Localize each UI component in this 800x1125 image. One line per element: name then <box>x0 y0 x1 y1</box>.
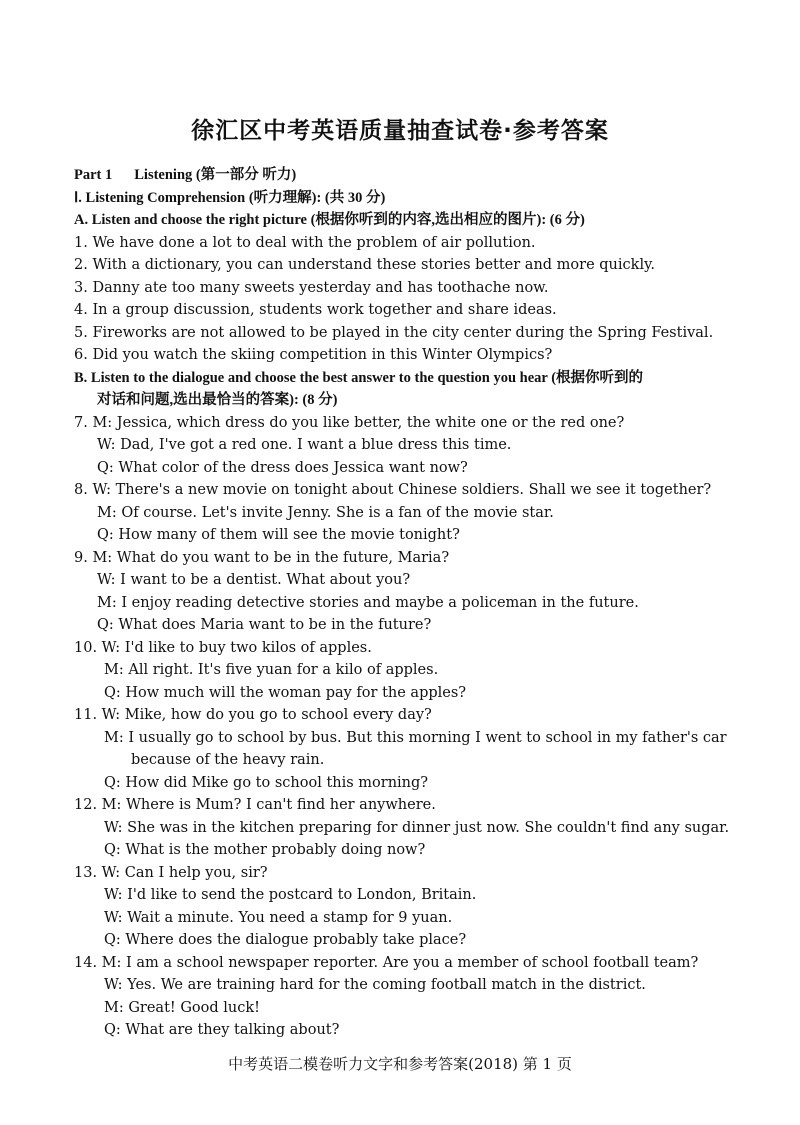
dialogue-7-question: Q: What color of the dress does Jessica want now? <box>97 459 468 476</box>
dialogue-14-line3: M: Great! Good luck! <box>104 999 260 1016</box>
dialogue-14-line2: W: Yes. We are training hard for the coming football match in the district. <box>104 977 646 993</box>
dialogue-12-question: Q: What is the mother probably doing now? <box>104 842 426 858</box>
dialogue-12-line2: W: She was in the kitchen preparing for dinner just now. She couldn't find any sugar. <box>104 819 730 836</box>
list-item-1: 1. We have done a lot to deal with the problem of air pollution. <box>74 234 536 251</box>
dialogue-14-line1: 14. M: I am a school newspaper reporter. Are you a member of school football team? <box>74 954 699 971</box>
list-item-4: 4. In a group discussion, students work together and share ideas. <box>74 302 557 318</box>
dialogue-10-line1: 10. W: I'd like to buy two kilos of apples. <box>74 639 372 656</box>
dialogue-9-line2: W: I want to be a dentist. What about you? <box>97 572 411 588</box>
dialogue-8-line2: M: Of course. Let's invite Jenny. She is a fan of the movie star. <box>97 504 554 521</box>
dialogue-13-line1: 13. W: Can I help you, sir? <box>74 864 268 881</box>
dialogue-9-line3: M: I enjoy reading detective stories and maybe a policeman in the future. <box>97 594 639 611</box>
dialogue-10-line2: M: All right. It's five yuan for a kilo of apples. <box>104 662 439 678</box>
dialogue-10-question: Q: How much will the woman pay for the apples? <box>104 684 467 701</box>
section-a-heading: A. Listen and choose the right picture (根据你听到的内容,选出相应的图片): (6 分) <box>74 212 585 228</box>
dialogue-7-line2: W: Dad, I've got a red one. I want a blue dress this time. <box>97 437 512 453</box>
part-heading <box>74 164 724 187</box>
dialogue-7-line1: 7. M: Jessica, which dress do you like better, the white one or the red one? <box>74 414 625 431</box>
page-title: 徐汇区中考英语质量抽查试卷·参考答案 <box>191 118 609 144</box>
list-item-6: 6. Did you watch the skiing competition in this Winter Olympics? <box>74 347 553 363</box>
list-item-3: 3. Danny ate too many sweets yesterday and has toothache now. <box>74 279 549 296</box>
dialogue-9-line1: 9. M: What do you want to be in the future, Maria? <box>74 549 450 566</box>
dialogue-14-question: Q: What are they talking about? <box>104 1022 340 1038</box>
document-body <box>74 164 730 1042</box>
dialogue-8-question: Q: How many of them will see the movie tonight? <box>97 527 460 543</box>
dialogue-8-line1: 8. W: There's a new movie on tonight about Chinese soldiers. Shall we see it together? <box>74 482 712 498</box>
part-sub-label: Listening (第一部分 听力) <box>134 167 297 183</box>
dialogue-9-question: Q: What does Maria want to be in the future? <box>97 617 432 633</box>
dialogue-11-line1: 11. W: Mike, how do you go to school every day? <box>74 707 432 723</box>
list-item-5: 5. Fireworks are not allowed to be played in the city center during the Spring Festival. <box>74 324 714 341</box>
dialogue-11-line2: M: I usually go to school by bus. But this morning I went to school in my father's car <box>104 729 727 746</box>
list-item-2: 2. With a dictionary, you can understand these stories better and more quickly. <box>74 257 655 273</box>
dialogue-12-line1: 12. M: Where is Mum? I can't find her anywhere. <box>74 797 436 813</box>
dialogue-11-question: Q: How did Mike go to school this morning? <box>104 774 429 791</box>
page-footer: 中考英语二模卷听力文字和参考答案(2018) 第 1 页 <box>228 1055 572 1073</box>
section-b-heading-line1: B. Listen to the dialogue and choose the best answer to the question you hear (根据你听到的 <box>74 369 644 386</box>
dialogue-11-line3: because of the heavy rain. <box>131 752 325 768</box>
dialogue-13-line3: W: Wait a minute. You need a stamp for 9 yuan. <box>104 909 453 926</box>
dialogue-13-line2: W: I'd like to send the postcard to London, Britain. <box>104 887 477 903</box>
part-label: Part 1 <box>74 167 113 183</box>
section-i-heading: Ⅰ. Listening Comprehension (听力理解): (共 30 分) <box>74 189 386 206</box>
section-b-heading-line2: 对话和问题,选出最恰当的答案): (8 分) <box>97 392 338 408</box>
dialogue-13-question: Q: Where does the dialogue probably take place? <box>104 932 467 948</box>
